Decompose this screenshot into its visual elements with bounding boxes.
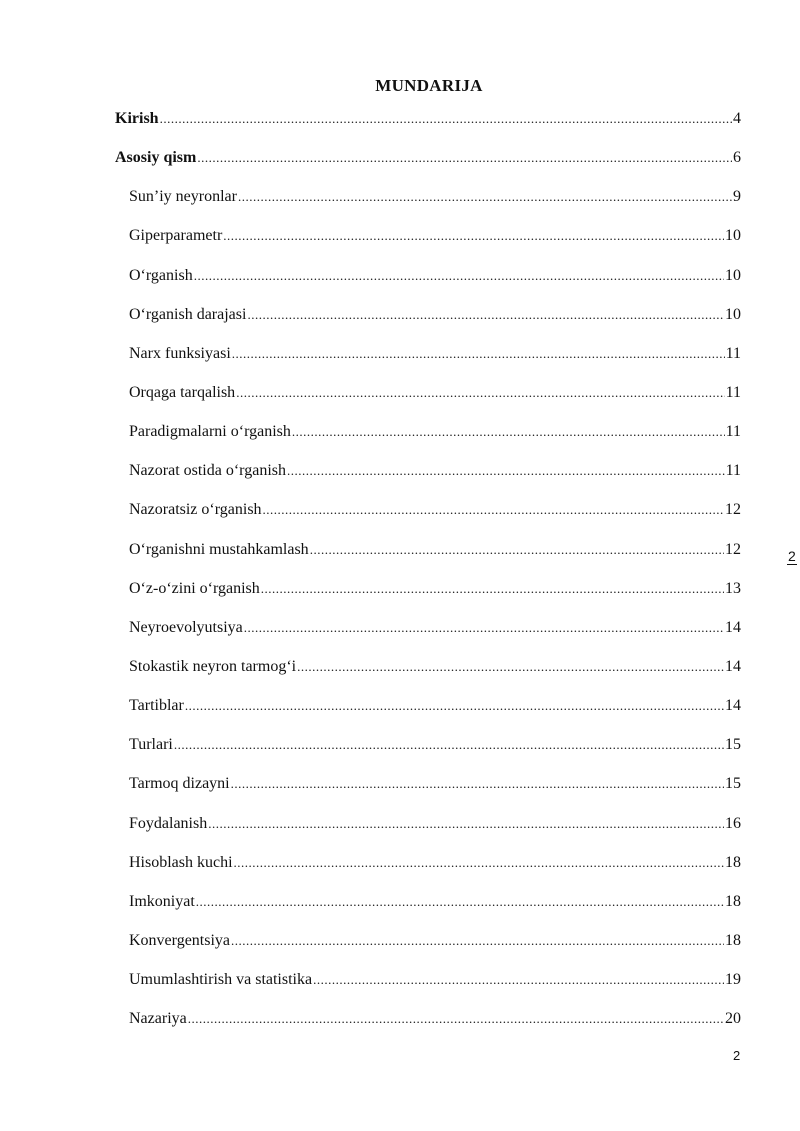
toc-entry[interactable] [115,343,741,382]
toc-entry-page: 20 [725,1010,741,1028]
toc-leader-dots [232,343,725,365]
toc-entry[interactable] [115,225,741,264]
toc-entry-label: Neyroevolyutsiya [129,618,243,636]
toc-entry[interactable] [115,578,741,617]
toc-entry-page: 14 [725,657,741,675]
toc-entry[interactable] [115,499,741,538]
toc-leader-dots [261,578,724,600]
toc-entry[interactable] [115,1008,741,1047]
toc-leader-dots [197,147,732,169]
toc-entry-label: Paradigmalarni o‘rganish [129,423,291,441]
toc-entry-label: Orqaga tarqalish [129,383,236,401]
toc-leader-dots [223,225,724,247]
toc-entry-label: Konvergentsiya [129,931,231,949]
toc-leader-dots [297,656,724,678]
toc-entry-page: 11 [725,383,741,401]
toc-entry-page: 12 [725,501,741,519]
toc-entry-label: Nazoratsiz o‘rganish [129,501,262,519]
toc-entry-label: O‘z-o‘zini o‘rganish [129,579,260,597]
toc-entry-page: 11 [725,462,741,480]
toc-entry[interactable] [115,852,741,891]
toc-leader-dots [174,734,724,756]
toc-entry[interactable] [115,382,741,421]
toc-entry-page: 11 [725,423,741,441]
toc-entry[interactable] [115,421,741,460]
toc-entry-page: 6 [733,149,741,167]
toc-entry[interactable] [115,304,741,343]
toc-entry[interactable] [115,265,741,304]
toc-entry[interactable] [115,930,741,969]
toc-entry-page: 14 [725,697,741,715]
toc-leader-dots [188,1008,724,1030]
toc-entry-page: 15 [725,736,741,754]
toc-entry-page: 18 [725,853,741,871]
toc-entry[interactable] [115,460,741,499]
toc-leader-dots [234,852,724,874]
toc-leader-dots [231,930,724,952]
toc-entry-page: 15 [725,775,741,793]
toc-entry-label: Giperparametr [129,227,223,245]
toc-entry-label: Narx funksiyasi [129,344,231,362]
toc-entry-page: 11 [725,344,741,362]
toc-leader-dots [310,539,724,561]
toc-entry-label: Nazorat ostida o‘rganish [129,462,286,480]
footer-page-number: 2 [733,1048,741,1063]
toc-entry[interactable] [115,656,741,695]
toc-entry-page: 4 [733,110,741,127]
toc-leader-dots [238,186,732,208]
toc-leader-dots [244,617,724,639]
toc-leader-dots [208,813,724,835]
toc-entry[interactable] [115,108,741,147]
toc-entry-label: O‘rganish [129,266,193,284]
toc-entry-label: Kirish [115,110,159,127]
toc-entry-label: Stokastik neyron tarmog‘i [129,657,297,675]
toc-entry-page: 12 [725,540,741,558]
toc-entry-page: 18 [725,892,741,910]
toc-entry[interactable] [115,539,741,578]
toc-entry-label: Tartiblar [129,697,184,715]
toc-entry-label: O‘rganish darajasi [129,305,247,323]
side-page-marker: 2 [788,548,796,564]
toc-entry[interactable] [115,891,741,930]
toc-entry-page: 19 [725,971,741,989]
toc-entry-label: Imkoniyat [129,892,195,910]
toc-leader-dots [263,499,724,521]
toc-leader-dots [247,304,724,326]
toc-leader-dots [236,382,724,404]
toc-leader-dots [231,773,724,795]
toc-leader-dots [185,695,724,717]
toc-entry[interactable] [115,969,741,1008]
toc-entry-page: 16 [725,814,741,832]
toc-entry-page: 13 [725,579,741,597]
toc-entry-page: 10 [725,305,741,323]
toc-entry[interactable] [115,813,741,852]
toc-leader-dots [196,891,724,913]
toc-entry-page: 9 [733,188,741,206]
toc-entry-page: 18 [725,931,741,949]
toc-entry-page: 14 [725,618,741,636]
toc-entry-label: Asosiy qism [115,149,197,167]
toc-leader-dots [292,421,725,443]
toc-entry-label: Sun’iy neyronlar [129,188,237,206]
toc-entry[interactable] [115,147,741,186]
page-title: MUNDARIJA [375,76,483,95]
toc-entry[interactable] [115,773,741,812]
toc-entry-label: O‘rganishni mustahkamlash [129,540,309,558]
toc-entry-label: Turlari [129,736,173,754]
toc-leader-dots [194,265,724,287]
toc-entry[interactable] [115,186,741,225]
toc-leader-dots [287,460,725,482]
toc-entry[interactable] [115,695,741,734]
toc-entry-label: Tarmoq dizayni [129,775,230,793]
toc-entry-page: 10 [725,227,741,245]
table-of-contents [115,108,741,1047]
toc-entry[interactable] [115,734,741,773]
toc-entry[interactable] [115,617,741,656]
toc-leader-dots [160,108,732,130]
toc-entry-label: Foydalanish [129,814,208,832]
toc-entry-label: Hisoblash kuchi [129,853,233,871]
toc-leader-dots [313,969,724,991]
toc-entry-page: 10 [725,266,741,284]
toc-entry-label: Umumlashtirish va statistika [129,971,313,989]
toc-entry-label: Nazariya [129,1010,187,1028]
